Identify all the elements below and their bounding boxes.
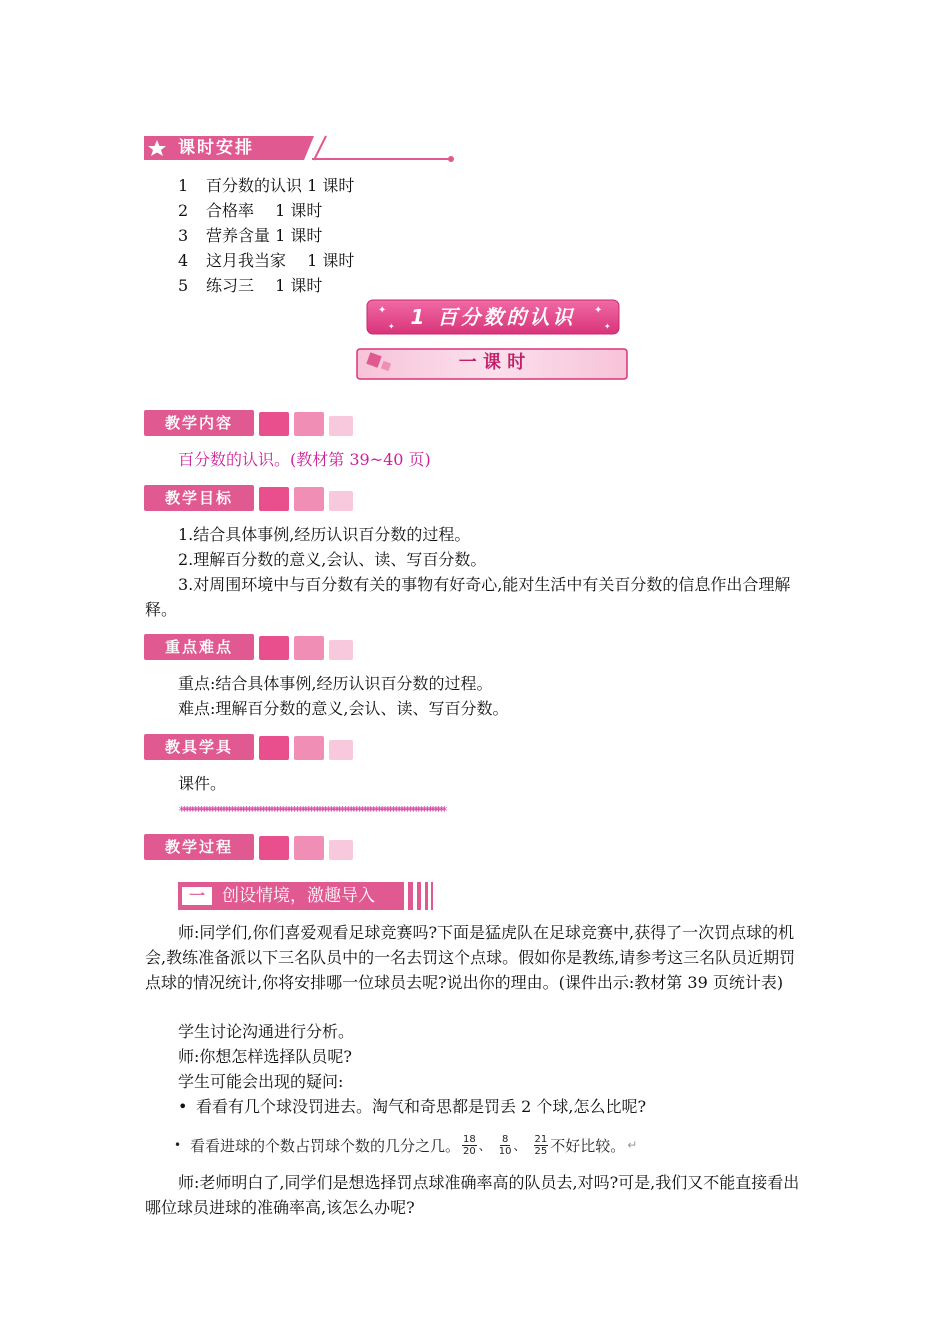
process-paragraph: 师:同学们,你们喜爱观看足球竞赛吗?下面是猛虎队在足球竞赛中,获得了一次罚点球的机会,教练准备派以下三名队员中的一名去罚这个点球。假如你是教练,请参考这三名队员近期罚点球的情况统计,你将安排哪一位球员去呢?说出你的理由。(课件出示:教材第 39 页统计表) [145, 923, 796, 992]
section-header-goals [144, 485, 354, 511]
schedule-item: 5 练习三 1 课时 [178, 276, 323, 295]
section-header-content [144, 410, 354, 436]
fraction: 8 10 [498, 1133, 512, 1157]
paragraph-mark: ↵ [627, 1138, 638, 1152]
schedule-item: 1 百分数的认识 1 课时 [178, 176, 355, 195]
process-paragraph: 学生讨论沟通进行分析。 [178, 1022, 355, 1041]
process-paragraph: 学生可能会出现的疑问: [178, 1072, 344, 1091]
goal-item: 2.理解百分数的意义,会认、读、写百分数。 [178, 550, 487, 569]
section-header-process [144, 834, 354, 860]
svg-text:✦: ✦ [378, 305, 387, 316]
star-divider: ********************************************************************************************** [178, 804, 444, 818]
step-header [178, 882, 436, 910]
schedule-item: 2 合格率 1 课时 [178, 201, 323, 220]
tools-text: 课件。 [178, 774, 227, 793]
bullet-dot-icon: • [178, 1097, 188, 1116]
section-title: 教学内容 [144, 410, 254, 436]
content-text: 百分数的认识。(教材第 39~40 页) [178, 450, 431, 469]
period-box [356, 348, 628, 380]
section-title: 教学目标 [144, 485, 254, 511]
bullet-text: 看看进球的个数占罚球个数的几分之几。 [190, 1136, 461, 1155]
bullet-tail: 不好比较。 [550, 1136, 626, 1155]
step-number: 一 [188, 886, 205, 905]
schedule-item: 4 这月我当家 1 课时 [178, 251, 355, 270]
bullet-item: • 看看有几个球没罚进去。淘气和奇思都是罚丢 2 个球,怎么比呢? [178, 1095, 646, 1119]
step-title: 创设情境，激趣导入 [222, 886, 375, 906]
process-paragraph: 师:你想怎样选择队员呢? [178, 1047, 352, 1066]
goal-item: 1.结合具体事例,经历认识百分数的过程。 [178, 525, 471, 544]
fraction: 21 25 [534, 1133, 548, 1157]
schedule-title: 课时安排 [178, 138, 254, 158]
section-header-key [144, 634, 354, 660]
closing-paragraph: 师:老师明白了,同学们是想选择罚点球准确率高的队员去,对吗?可是,我们又不能直接看出哪位球员进球的准确率高,该怎么办呢? [145, 1173, 800, 1217]
svg-text:✦: ✦ [604, 322, 611, 331]
schedule-item: 3 营养含量 1 课时 [178, 226, 323, 245]
key-point: 重点:结合具体事例,经历认识百分数的过程。 [178, 674, 493, 693]
schedule-header [144, 134, 456, 164]
section-header-tools [144, 734, 354, 760]
svg-text:✦: ✦ [594, 305, 603, 316]
bullet-dot-icon: • [174, 1138, 182, 1152]
lesson-banner-title: 1 百分数的认识 [410, 305, 576, 329]
section-title: 重点难点 [144, 634, 254, 660]
lesson-banner [366, 299, 620, 335]
section-title: 教具学具 [144, 734, 254, 760]
svg-text:✦: ✦ [388, 322, 395, 331]
difficult-point: 难点:理解百分数的意义,会认、读、写百分数。 [178, 699, 509, 718]
goal-item: 3.对周围环境中与百分数有关的事物有好奇心,能对生活中有关百分数的信息作出合理解释。 [145, 575, 791, 619]
fraction: 18 20 [463, 1133, 476, 1157]
section-title: 教学过程 [144, 834, 254, 860]
period-label: 一 课 时 [458, 352, 526, 373]
bullet-item-fractions: • 看看进球的个数占罚球个数的几分之几。 18 20 、 8 10 、 21 25 不好比较。 ↵ [174, 1133, 638, 1157]
